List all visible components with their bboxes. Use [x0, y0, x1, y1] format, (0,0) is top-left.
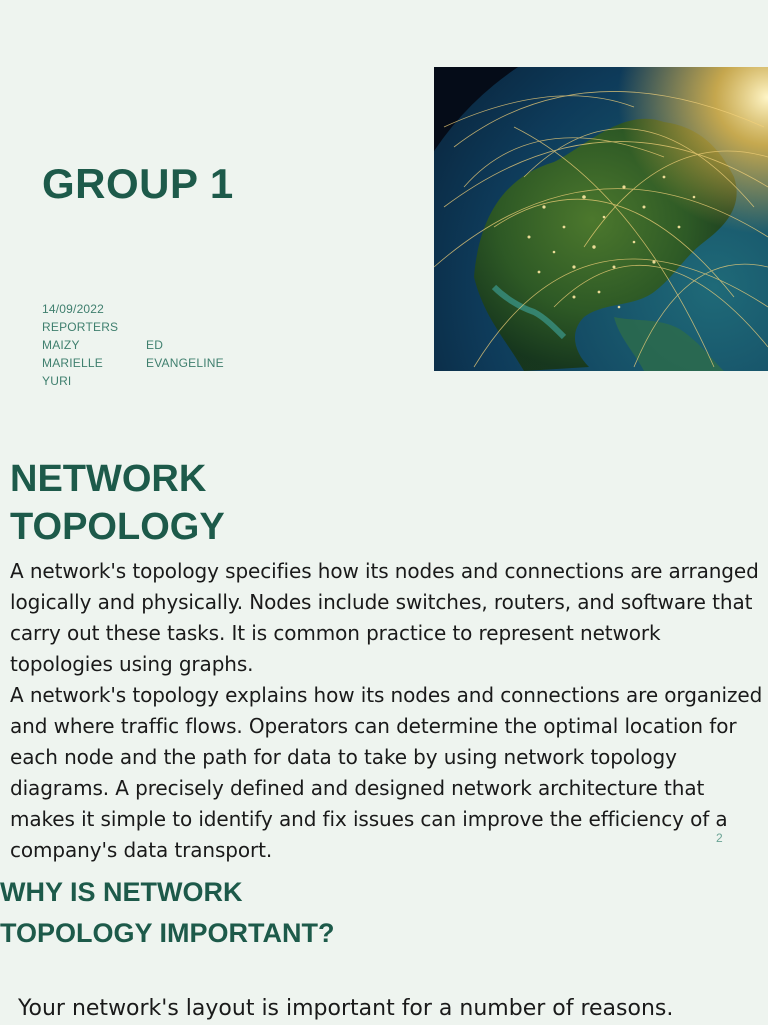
globe-network-image — [434, 67, 768, 371]
reporter-name: MARIELLE — [42, 356, 103, 370]
section-intro: Your network's layout is important for a number of reasons. — [18, 996, 674, 1021]
body-paragraph: A network's topology explains how its nodes and connections are organized and where traffic flows. Operators can determine the optimal location for each node and the path for data to take by using network topology diagrams. A precisely defined and designed network architecture that makes it simple to identify and fix issues can improve the efficiency of a company's data transport. — [10, 683, 763, 862]
meta-block — [42, 300, 224, 390]
reporters-label-row — [42, 318, 224, 336]
reporter-name: MAIZY — [42, 338, 80, 352]
section-heading — [0, 872, 335, 954]
section-heading-line: TOPOLOGY IMPORTANT? — [0, 918, 335, 948]
page-title: GROUP 1 — [42, 160, 234, 207]
reporter-row — [42, 336, 224, 354]
reporter-row — [42, 372, 224, 390]
reporters-label: REPORTERS — [42, 320, 119, 334]
date-text: 14/09/2022 — [42, 302, 105, 316]
reporter-name: ED — [146, 338, 164, 352]
reporter-row — [42, 354, 224, 372]
body-paragraph: A network's topology specifies how its nodes and connections are arranged logically and physically. Nodes include switches, routers, and software that carry out these tasks. It is common practice to represent network topologies using graphs. — [10, 559, 759, 676]
section-heading-line: NETWORK — [10, 458, 207, 500]
reporter-name: YURI — [42, 374, 72, 388]
date-row — [42, 300, 224, 318]
reporter-name: EVANGELINE — [146, 356, 224, 370]
section-body — [10, 556, 766, 866]
globe-network-icon — [434, 67, 768, 371]
page-number: 2 — [716, 831, 723, 845]
section-heading-line: WHY IS NETWORK — [0, 877, 243, 907]
section-heading — [10, 455, 225, 551]
section-heading-line: TOPOLOGY — [10, 506, 225, 548]
